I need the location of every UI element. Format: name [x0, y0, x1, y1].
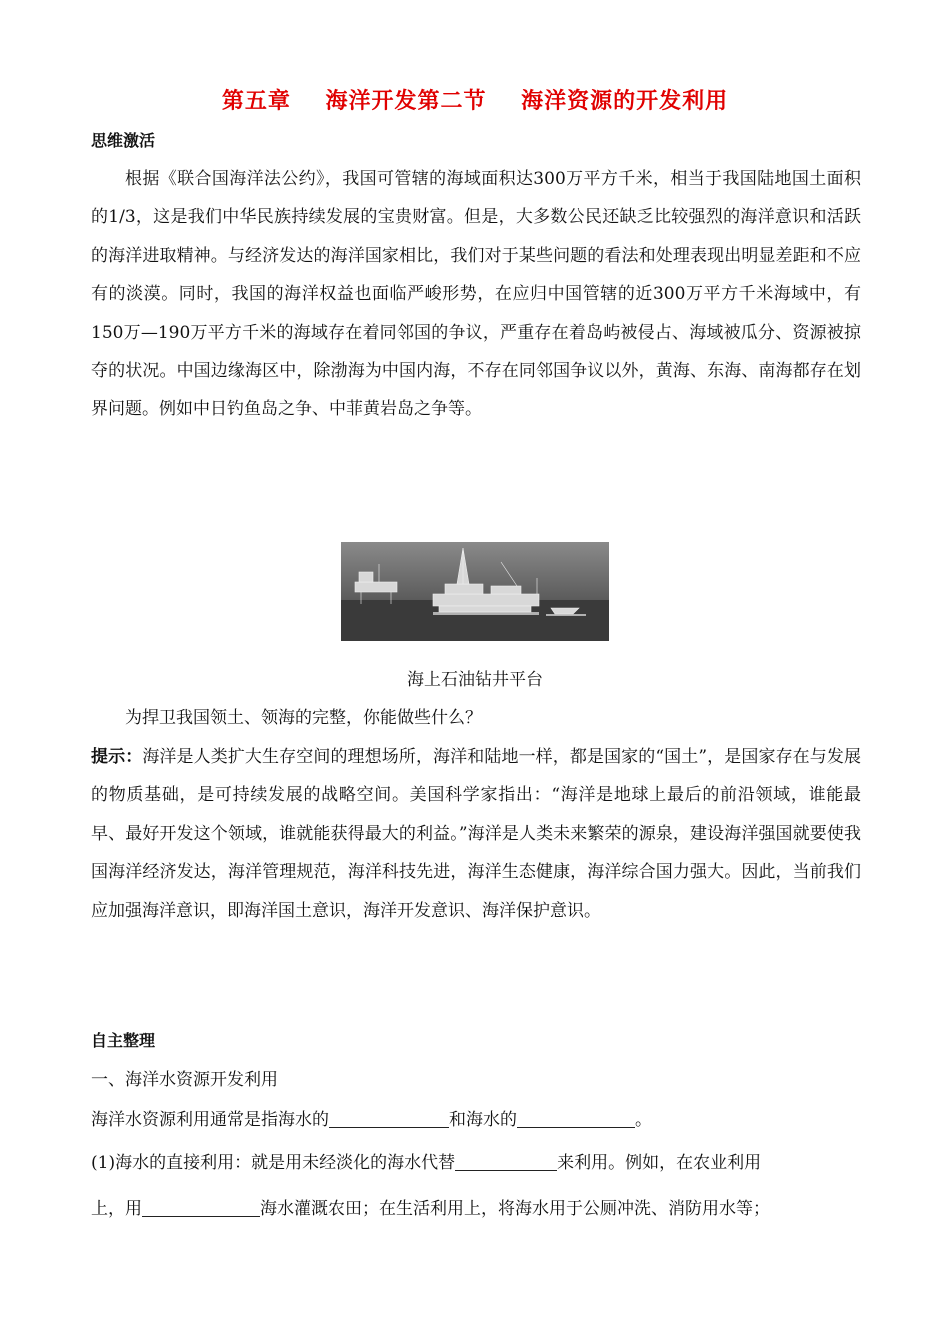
subheading-water-resources: 一、海洋水资源开发利用: [91, 1070, 278, 1090]
section-heading-thinking: 思维激活: [91, 131, 156, 150]
oil-platform-photo: [341, 542, 609, 641]
hint-label: 提示：: [91, 747, 143, 767]
line1-text-a: 海洋水资源利用通常是指海水的: [91, 1110, 329, 1130]
line3-text-b: 海水灌溉农田；在生活利用上，将海水用于公厕冲洗、消防用水等；: [260, 1199, 770, 1219]
question-text: 为捍卫我国领土、领海的完整，你能做些什么？: [125, 708, 482, 728]
page-title: 第五章 海洋开发第二节 海洋资源的开发利用: [221, 89, 729, 114]
answer-blank-2[interactable]: [517, 1109, 635, 1128]
hint-paragraph: [91, 738, 861, 930]
answer-blank-1[interactable]: [329, 1109, 449, 1128]
line1-text-c: 。: [635, 1110, 652, 1130]
fill-in-line-1: [91, 1108, 871, 1132]
line2-text-b: 来利用。例如，在农业利用: [557, 1153, 762, 1173]
line1-text-b: 和海水的: [449, 1110, 517, 1130]
fill-in-line-3: [91, 1197, 871, 1221]
image-caption: 海上石油钻井平台: [407, 670, 543, 690]
answer-blank-3[interactable]: [455, 1152, 557, 1171]
line2-text-a: (1)海水的直接利用：就是用未经淡化的海水代替: [91, 1153, 456, 1173]
intro-paragraph: 根据《联合国海洋法公约》，我国可管辖的海域面积达300万平方千米，相当于我国陆地国土面积的1/3，这是我们中华民族持续发展的宝贵财富。但是，大多数公民还缺乏比较强烈的海洋意识和活跃的海洋进取精神。与经济发达的海洋国家相比，我们对于某些问题的看法和处理表现出明显差距和不应有的淡漠。同时，我国的海洋权益也面临严峻形势，在应归中国管辖的近300万平方千米海域中，有150万—190万平方千米的海域存在着同邻国的争议，严重存在着岛屿被侵占、海域被瓜分、资源被掠夺的状况。中国边缘海区中，除渤海为中国内海，不存在同邻国争议以外，黄海、东海、南海都存在划界问题。例如中日钓鱼岛之争、中菲黄岩岛之争等。: [91, 169, 861, 420]
fill-in-line-2: [91, 1151, 871, 1175]
hint-text: 海洋是人类扩大生存空间的理想场所，海洋和陆地一样，都是国家的“国土”，是国家存在与发展的物质基础，是可持续发展的战略空间。美国科学家指出：“海洋是地球上最后的前沿领域，谁能最早、最好开发这个领域，谁就能获得最大的利益。”海洋是人类未来繁荣的源泉，建设海洋强国就要使我国海洋经济发达，海洋管理规范，海洋科技先进，海洋生态健康，海洋综合国力强大。因此，当前我们应加强海洋意识，即海洋国土意识，海洋开发意识、海洋保护意识。: [91, 747, 861, 921]
answer-blank-4[interactable]: [142, 1198, 260, 1217]
line3-text-a: 上，用: [91, 1199, 142, 1219]
section-heading-self-organize: 自主整理: [91, 1031, 156, 1050]
